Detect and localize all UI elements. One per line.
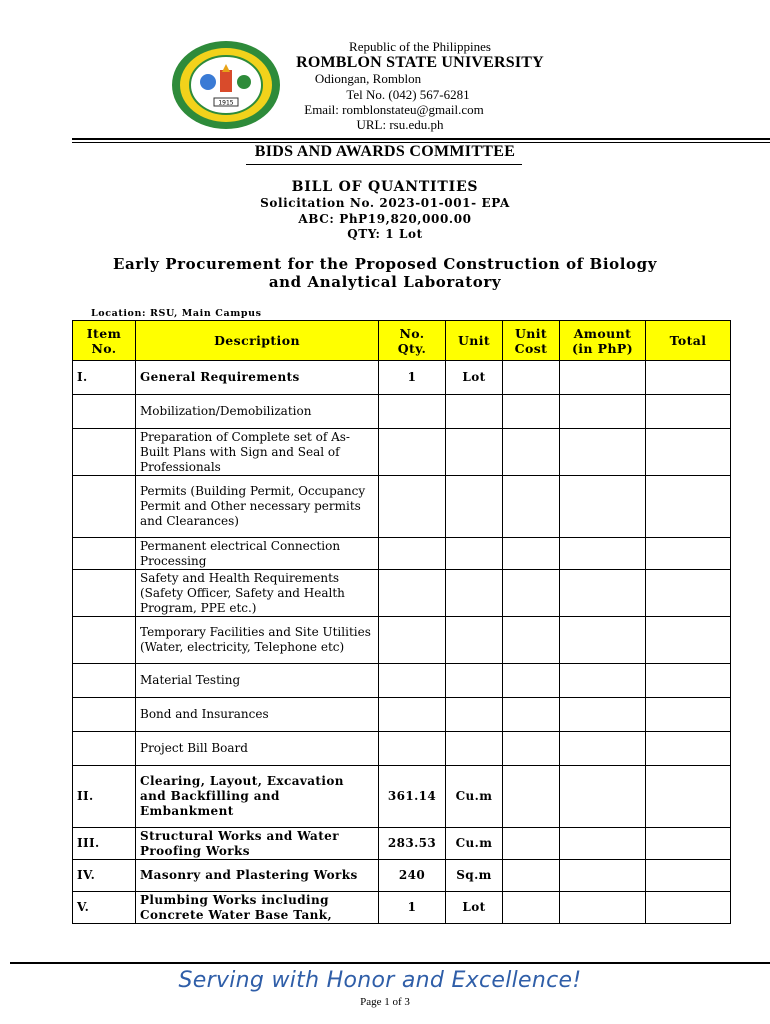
header-description: Description	[136, 321, 379, 361]
cell-unit	[446, 476, 503, 538]
quantity-line: QTY: 1 Lot	[347, 227, 423, 241]
cell-unit: Cu.m	[446, 766, 503, 828]
cell-qty	[379, 476, 446, 538]
cell-unit	[446, 732, 503, 766]
table-row	[73, 617, 731, 664]
cell-total	[646, 698, 731, 732]
cell-qty	[379, 570, 446, 617]
header-amount: Amount (in PhP)	[560, 321, 646, 361]
cell-total	[646, 892, 731, 924]
table-row	[73, 892, 731, 924]
cell-qty: 283.53	[379, 828, 446, 860]
cell-description: Masonry and Plastering Works	[136, 860, 379, 892]
cell-total	[646, 538, 731, 570]
cell-unit	[446, 664, 503, 698]
cell-amount	[560, 476, 646, 538]
header-unit: Unit	[446, 321, 503, 361]
cell-amount	[560, 664, 646, 698]
telephone-line: Tel No. (042) 567-6281	[346, 87, 470, 102]
cell-unit: Sq.m	[446, 860, 503, 892]
cell-unit: Lot	[446, 892, 503, 924]
table-row	[73, 429, 731, 476]
cell-item-no	[73, 570, 136, 617]
cell-item-no: IV.	[73, 860, 136, 892]
cell-description: General Requirements	[136, 361, 379, 395]
cell-total	[646, 570, 731, 617]
cell-unit: Lot	[446, 361, 503, 395]
cell-amount	[560, 766, 646, 828]
university-name: ROMBLON STATE UNIVERSITY	[296, 54, 544, 71]
cell-unit	[446, 570, 503, 617]
table-row	[73, 766, 731, 828]
cell-unit-cost	[503, 361, 560, 395]
cell-unit-cost	[503, 766, 560, 828]
page-number: Page 1 of 3	[360, 996, 410, 1008]
cell-amount	[560, 828, 646, 860]
cell-qty	[379, 538, 446, 570]
cell-total	[646, 476, 731, 538]
cell-item-no	[73, 395, 136, 429]
cell-description: Temporary Facilities and Site Utilities (Water, electricity, Telephone etc)	[136, 617, 379, 664]
table-row	[73, 476, 731, 538]
cell-unit	[446, 395, 503, 429]
cell-description: Permits (Building Permit, Occupancy Permit and Other necessary permits and Clearances)	[136, 476, 379, 538]
cell-item-no	[73, 617, 136, 664]
cell-description: Mobilization/Demobilization	[136, 395, 379, 429]
table-row	[73, 664, 731, 698]
cell-qty	[379, 617, 446, 664]
cell-item-no	[73, 476, 136, 538]
committee-underline	[246, 164, 522, 165]
cell-unit-cost	[503, 664, 560, 698]
table-row	[73, 538, 731, 570]
cell-amount	[560, 860, 646, 892]
cell-item-no	[73, 538, 136, 570]
cell-unit-cost	[503, 570, 560, 617]
cell-qty	[379, 664, 446, 698]
cell-item-no: I.	[73, 361, 136, 395]
cell-unit-cost	[503, 732, 560, 766]
cell-amount	[560, 429, 646, 476]
table-header-row	[73, 321, 731, 361]
header-item-no: Item No.	[73, 321, 136, 361]
cell-description: Permanent electrical Connection Processing	[136, 538, 379, 570]
cell-description: Bond and Insurances	[136, 698, 379, 732]
cell-total	[646, 766, 731, 828]
header-qty: No. Qty.	[379, 321, 446, 361]
cell-total	[646, 664, 731, 698]
cell-amount	[560, 698, 646, 732]
cell-unit	[446, 538, 503, 570]
cell-qty: 1	[379, 361, 446, 395]
cell-item-no: III.	[73, 828, 136, 860]
bill-of-quantities-table	[72, 320, 731, 924]
cell-total	[646, 429, 731, 476]
table-row	[73, 698, 731, 732]
cell-description: Material Testing	[136, 664, 379, 698]
cell-amount	[560, 538, 646, 570]
table-row	[73, 395, 731, 429]
url-line: URL: rsu.edu.ph	[356, 117, 444, 132]
cell-item-no	[73, 664, 136, 698]
cell-amount	[560, 395, 646, 429]
svg-text:1915: 1915	[218, 99, 234, 107]
committee-title: BIDS AND AWARDS COMMITTEE	[254, 143, 516, 160]
cell-description: Project Bill Board	[136, 732, 379, 766]
cell-unit	[446, 429, 503, 476]
cell-item-no: V.	[73, 892, 136, 924]
table-row	[73, 860, 731, 892]
header-total: Total	[646, 321, 731, 361]
project-title-line-2: and Analytical Laboratory	[268, 273, 502, 291]
location-label: Location: RSU, Main Campus	[91, 308, 262, 319]
cell-total	[646, 361, 731, 395]
cell-description: Clearing, Layout, Excavation and Backfilling and Embankment	[136, 766, 379, 828]
university-motto: Serving with Honor and Excellence!	[178, 968, 582, 993]
cell-qty: 361.14	[379, 766, 446, 828]
cell-total	[646, 617, 731, 664]
cell-description: Plumbing Works including Concrete Water Base Tank,	[136, 892, 379, 924]
cell-unit-cost	[503, 476, 560, 538]
cell-description: Safety and Health Requirements (Safety Officer, Safety and Health Program, PPE etc.)	[136, 570, 379, 617]
cell-item-no: II.	[73, 766, 136, 828]
cell-amount	[560, 617, 646, 664]
address-line: Odiongan, Romblon	[314, 71, 422, 86]
cell-unit-cost	[503, 860, 560, 892]
cell-qty	[379, 732, 446, 766]
table-row	[73, 361, 731, 395]
cell-unit	[446, 617, 503, 664]
cell-unit-cost	[503, 395, 560, 429]
cell-qty	[379, 429, 446, 476]
cell-amount	[560, 570, 646, 617]
cell-item-no	[73, 732, 136, 766]
cell-item-no	[73, 698, 136, 732]
cell-total	[646, 732, 731, 766]
cell-unit-cost	[503, 617, 560, 664]
cell-total	[646, 860, 731, 892]
footer-divider	[10, 962, 770, 964]
cell-qty: 1	[379, 892, 446, 924]
cell-total	[646, 395, 731, 429]
cell-qty	[379, 698, 446, 732]
cell-unit	[446, 698, 503, 732]
cell-amount	[560, 892, 646, 924]
approved-budget: ABC: PhP19,820,000.00	[298, 212, 472, 226]
document-title: BILL OF QUANTITIES	[291, 179, 479, 195]
email-line: Email: romblonstateu@gmail.com	[304, 102, 484, 117]
header-unit-cost: Unit Cost	[503, 321, 560, 361]
cell-qty	[379, 395, 446, 429]
cell-amount	[560, 361, 646, 395]
header-divider	[72, 138, 770, 140]
cell-unit-cost	[503, 828, 560, 860]
table-row	[73, 570, 731, 617]
republic-line: Republic of the Philippines	[349, 39, 491, 54]
cell-total	[646, 828, 731, 860]
solicitation-number: Solicitation No. 2023-01-001- EPA	[260, 196, 510, 210]
cell-unit-cost	[503, 698, 560, 732]
table-row	[73, 732, 731, 766]
cell-unit-cost	[503, 429, 560, 476]
table-row	[73, 828, 731, 860]
cell-qty: 240	[379, 860, 446, 892]
cell-amount	[560, 732, 646, 766]
cell-description: Preparation of Complete set of As-Built Plans with Sign and Seal of Professionals	[136, 429, 379, 476]
cell-unit-cost	[503, 538, 560, 570]
cell-unit: Cu.m	[446, 828, 503, 860]
cell-unit-cost	[503, 892, 560, 924]
cell-item-no	[73, 429, 136, 476]
cell-description: Structural Works and Water Proofing Works	[136, 828, 379, 860]
project-title-line-1: Early Procurement for the Proposed Construction of Biology	[112, 255, 658, 273]
